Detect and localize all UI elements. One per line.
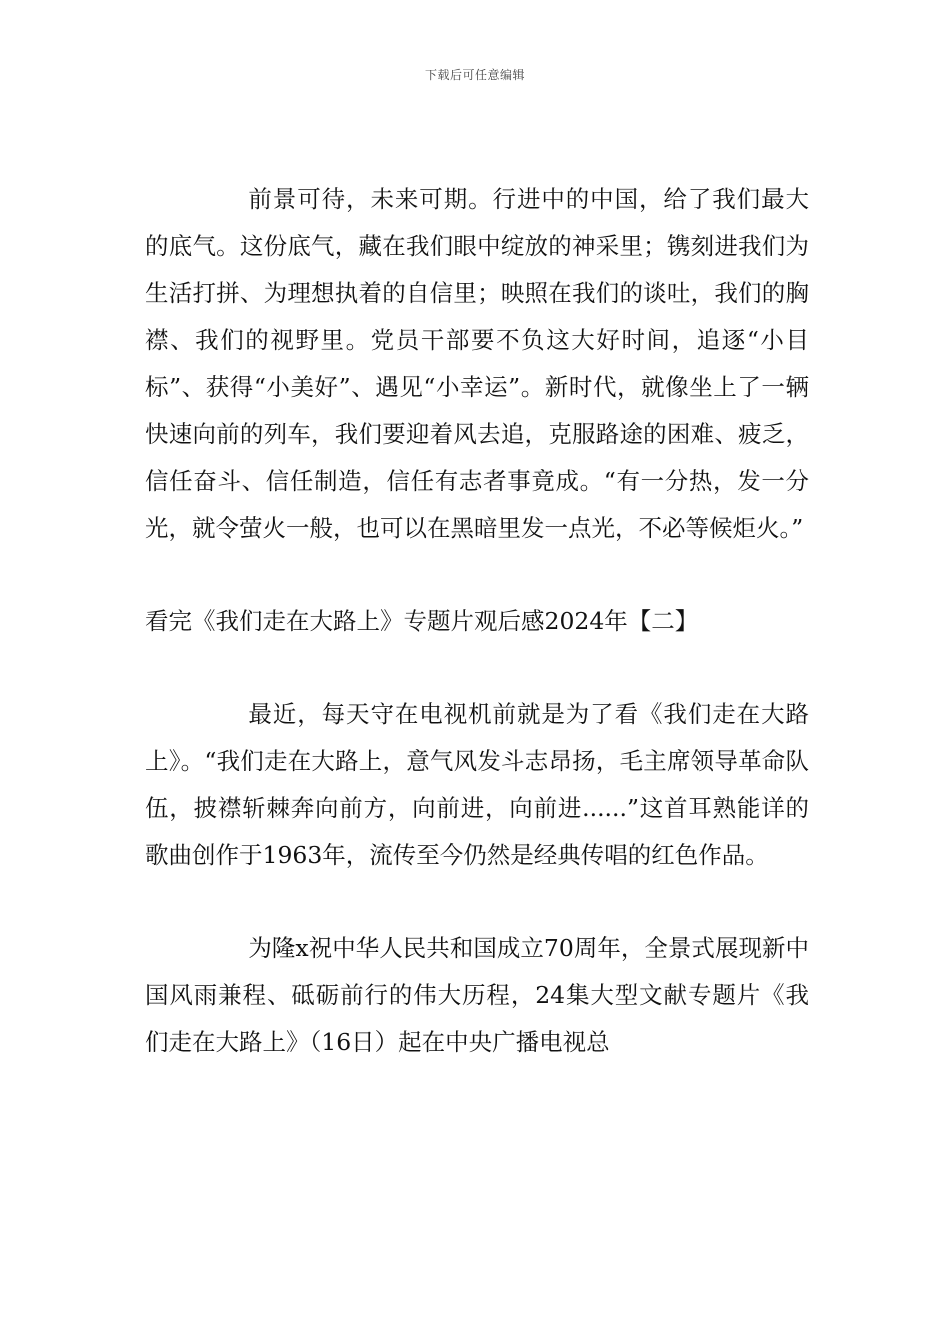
body-paragraph-2: 最近，每天守在电视机前就是为了看《我们走在大路上》。“我们走在大路上，意气风发斗志昂扬，毛主席领导革命队伍，披襟斩棘奔向前方，向前进，向前进......”这首耳熟能详的歌曲创作于1963年，流传至今仍然是经典传唱的红色作品。: [145, 700, 809, 869]
body-paragraph-3: 为隆x祝中华人民共和国成立70周年，全景式展现新中国风雨兼程、砥砺前行的伟大历程，24集大型文献专题片《我们走在大路上》（16日）起在中央广播电视总: [145, 934, 809, 1056]
section-title: 看完《我们走在大路上》专题片观后感2024年【二】: [145, 607, 699, 635]
body-paragraph-1: 前景可待，未来可期。行进中的中国，给了我们最大的底气。这份底气，藏在我们眼中绽放的神采里；镌刻进我们为生活打拼、为理想执着的自信里；映照在我们的谈吐，我们的胸襟、我们的视野里。党员干部要不负这大好时间，追逐“小目标”、获得“小美好”、遇见“小幸运”。新时代，就像坐上了一辆快速向前的列车，我们要迎着风去追，克服路途的困难、疲乏，信任奋斗、信任制造，信任有志者事竟成。“有一分热，发一分光，就令萤火一般，也可以在黑暗里发一点光，不必等候炬火。”: [145, 185, 809, 542]
page-header-note: 下载后可任意编辑: [424, 68, 525, 82]
document-body: [145, 176, 809, 1066]
